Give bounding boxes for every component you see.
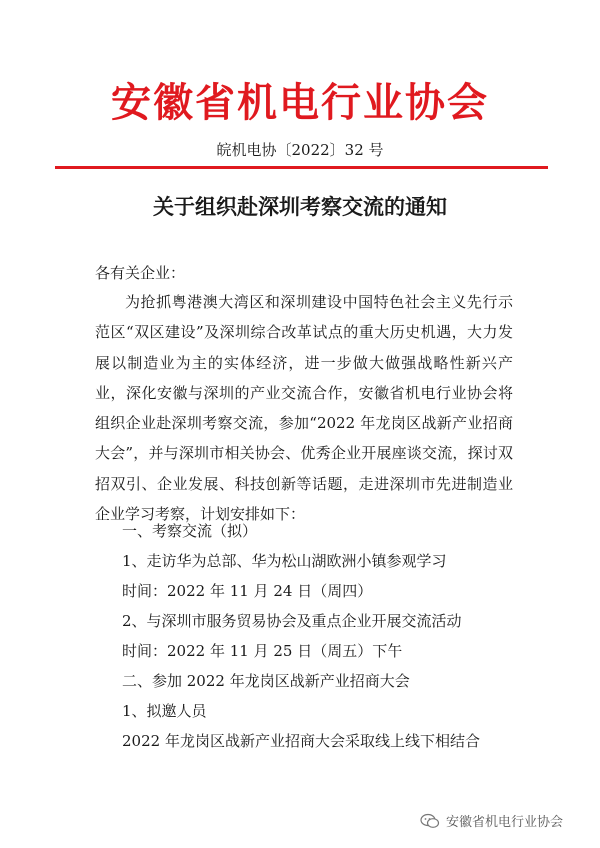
salutation: 各有关企业： (95, 264, 186, 282)
section-1-heading: 一、考察交流（拟） (122, 522, 258, 540)
intro-paragraph: 为抢抓粤港澳大湾区和深圳建设中国特色社会主义先行示范区“双区建设”及深圳综合改革试点的重大历史机遇，大力发展以制造业为主的实体经济，进一步做大做强战略性新兴产业，深化安徽与深圳的产业交流合作，安徽省机电行业协会将组织企业赴深圳考察交流，参加“2022 年龙岗区战新产业招商大会”，并与深圳市相关协会、优秀企业开展座谈交流，探讨双招双引、企业发展、科技创新等话题，走进深圳市先进制造业企业学习考察，计划安排如下： (95, 293, 513, 524)
document-number: 皖机电协〔2022〕32 号 (216, 141, 384, 159)
document-title: 关于组织赴深圳考察交流的通知 (153, 194, 447, 219)
section-1-time-2: 时间：2022 年 11 月 25 日（周五）下午 (122, 642, 403, 660)
section-2-text: 2022 年龙岗区战新产业招商大会采取线上线下相结合 (122, 732, 480, 750)
watermark-text: 安徽省机电行业协会 (446, 815, 564, 830)
section-1-item-1: 1、走访华为总部、华为松山湖欧洲小镇参观学习 (122, 552, 447, 570)
section-1-item-2: 2、与深圳市服务贸易协会及重点企业开展交流活动 (122, 612, 462, 630)
section-2-item-1: 1、拟邀人员 (122, 702, 207, 720)
red-divider (55, 166, 548, 169)
section-2-heading: 二、参加 2022 年龙岗区战新产业招商大会 (122, 672, 410, 690)
org-name-header: 安徽省机电行业协会 (111, 79, 489, 126)
wechat-watermark (420, 811, 563, 830)
section-1-time-1: 时间：2022 年 11 月 24 日（周四） (122, 582, 373, 600)
wechat-icon (420, 813, 440, 829)
